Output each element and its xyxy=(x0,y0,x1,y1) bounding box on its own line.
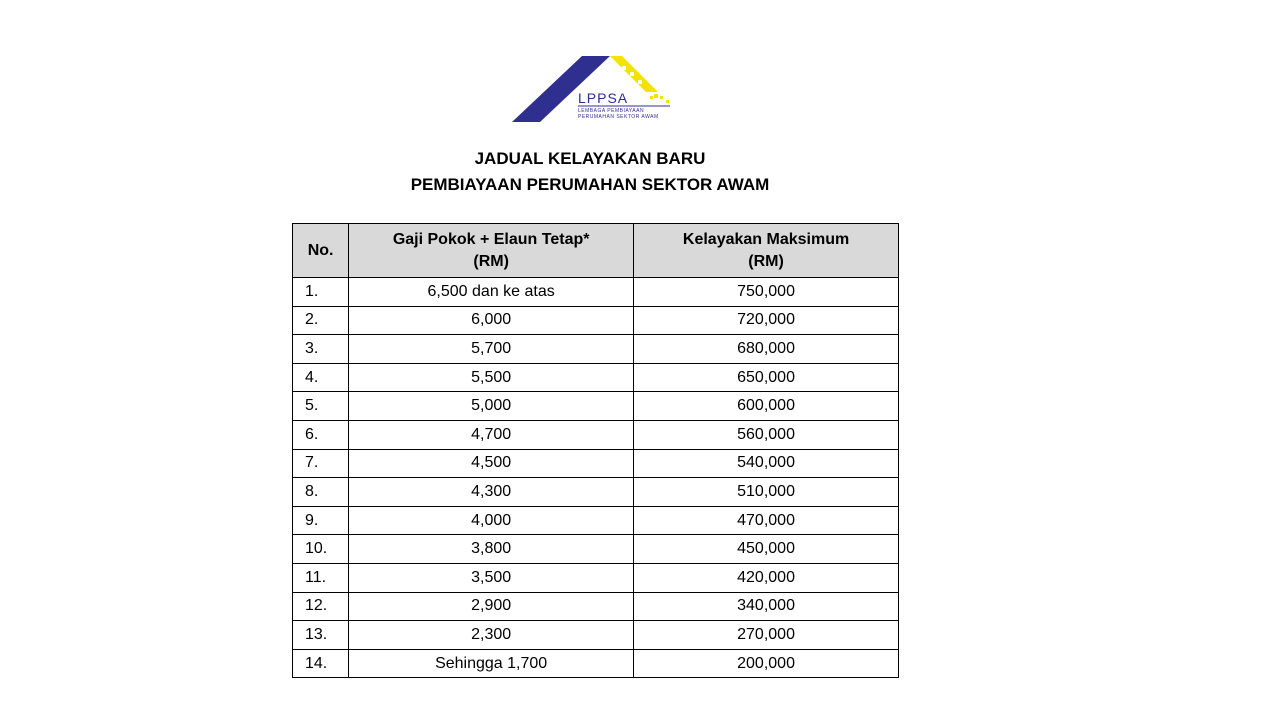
cell-gaji: 3,800 xyxy=(349,535,634,564)
table-row xyxy=(293,306,899,335)
cell-kelayakan: 340,000 xyxy=(634,592,899,621)
document-title-line1: JADUAL KELAYAKAN BARU xyxy=(474,149,706,168)
document-title-line2: PEMBIAYAAN PERUMAHAN SEKTOR AWAM xyxy=(410,175,770,194)
cell-gaji: 4,700 xyxy=(349,420,634,449)
cell-gaji: 5,700 xyxy=(349,335,634,364)
logo-subtitle-line2: PERUMAHAN SEKTOR AWAM xyxy=(578,114,659,120)
cell-no: 8. xyxy=(293,478,349,507)
header-kelayakan-line1: Kelayakan Maksimum xyxy=(682,230,850,248)
table-row xyxy=(293,420,899,449)
cell-gaji: 4,000 xyxy=(349,506,634,535)
cell-kelayakan: 470,000 xyxy=(634,506,899,535)
cell-kelayakan: 540,000 xyxy=(634,449,899,478)
cell-kelayakan: 750,000 xyxy=(634,278,899,307)
cell-gaji: 4,500 xyxy=(349,449,634,478)
table-row xyxy=(293,506,899,535)
cell-no: 6. xyxy=(293,420,349,449)
table-row xyxy=(293,449,899,478)
cell-kelayakan: 650,000 xyxy=(634,363,899,392)
logo-subtitle xyxy=(578,108,659,120)
table-row xyxy=(293,563,899,592)
header-kelayakan xyxy=(634,224,899,278)
cell-gaji: 5,000 xyxy=(349,392,634,421)
table-row xyxy=(293,535,899,564)
table-row xyxy=(293,621,899,650)
cell-no: 5. xyxy=(293,392,349,421)
table-row xyxy=(293,392,899,421)
cell-no: 7. xyxy=(293,449,349,478)
cell-gaji: 4,300 xyxy=(349,478,634,507)
cell-no: 14. xyxy=(293,649,349,678)
cell-no: 2. xyxy=(293,306,349,335)
cell-no: 3. xyxy=(293,335,349,364)
logo-wordmark: LPPSA xyxy=(578,90,629,106)
table-row xyxy=(293,592,899,621)
cell-gaji: 2,300 xyxy=(349,621,634,650)
cell-kelayakan: 720,000 xyxy=(634,306,899,335)
cell-kelayakan: 420,000 xyxy=(634,563,899,592)
cell-gaji: 3,500 xyxy=(349,563,634,592)
table-header-row xyxy=(293,224,899,278)
header-gaji-line1: Gaji Pokok + Elaun Tetap* xyxy=(392,230,590,248)
cell-kelayakan: 200,000 xyxy=(634,649,899,678)
lppsa-logo xyxy=(510,52,690,126)
header-gaji-line2: (RM) xyxy=(473,252,509,270)
logo-subtitle-line1: LEMBAGA PEMBIAYAAN xyxy=(578,108,645,114)
cell-no: 13. xyxy=(293,621,349,650)
cell-gaji: 2,900 xyxy=(349,592,634,621)
cell-gaji: 6,500 dan ke atas xyxy=(349,278,634,307)
cell-kelayakan: 680,000 xyxy=(634,335,899,364)
table-row xyxy=(293,335,899,364)
cell-no: 4. xyxy=(293,363,349,392)
cell-kelayakan: 560,000 xyxy=(634,420,899,449)
header-no: No. xyxy=(293,224,349,278)
cell-no: 1. xyxy=(293,278,349,307)
table-row xyxy=(293,649,899,678)
header-kelayakan-line2: (RM) xyxy=(748,252,784,270)
cell-gaji: 5,500 xyxy=(349,363,634,392)
cell-kelayakan: 450,000 xyxy=(634,535,899,564)
cell-no: 9. xyxy=(293,506,349,535)
cell-gaji: 6,000 xyxy=(349,306,634,335)
header-gaji xyxy=(349,224,634,278)
cell-kelayakan: 270,000 xyxy=(634,621,899,650)
cell-no: 10. xyxy=(293,535,349,564)
cell-no: 12. xyxy=(293,592,349,621)
cell-no: 11. xyxy=(293,563,349,592)
table-row xyxy=(293,278,899,307)
eligibility-table xyxy=(292,223,899,678)
cell-kelayakan: 510,000 xyxy=(634,478,899,507)
cell-kelayakan: 600,000 xyxy=(634,392,899,421)
table-row xyxy=(293,363,899,392)
table-row xyxy=(293,478,899,507)
cell-gaji: Sehingga 1,700 xyxy=(349,649,634,678)
